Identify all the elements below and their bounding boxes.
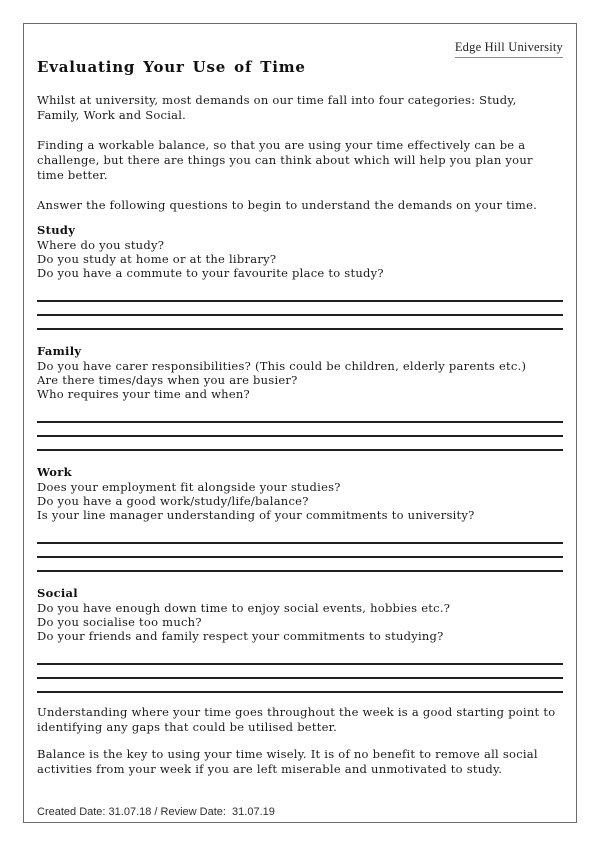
question: Do your friends and family respect your commitments to studying?	[37, 629, 444, 643]
answer-line	[37, 530, 563, 544]
answer-line	[37, 679, 563, 693]
question: Do you have carer responsibilities? (This could be children, elderly parents etc.)	[37, 359, 527, 373]
answer-line	[37, 409, 563, 423]
document-dates-footer: Created Date: 31.07.18 / Review Date: 31.07.19	[37, 806, 275, 818]
question: Does your employment fit alongside your studies?	[37, 480, 341, 494]
answer-lines	[37, 651, 563, 693]
section-social	[37, 586, 563, 693]
section-work	[37, 465, 563, 572]
section-family	[37, 344, 563, 451]
logo-row	[37, 36, 563, 53]
intro-paragraph-1: Whilst at university, most demands on our time fall into four categories: Study, Family, Work and Social.	[37, 93, 517, 122]
intro-paragraph-3: Answer the following questions to begin to understand the demands on your time.	[37, 198, 538, 212]
question: Is your line manager understanding of your commitments to university?	[37, 508, 475, 522]
question: Where do you study?	[37, 238, 165, 252]
answer-line	[37, 665, 563, 679]
worksheet-page	[23, 23, 577, 823]
university-logo: Edge Hill University	[455, 40, 563, 58]
section-heading-family: Family	[37, 344, 82, 358]
question: Are there times/days when you are busier?	[37, 373, 298, 387]
question: Who requires your time and when?	[37, 387, 250, 401]
answer-lines	[37, 288, 563, 330]
answer-lines	[37, 409, 563, 451]
answer-line	[37, 423, 563, 437]
answer-line	[37, 558, 563, 572]
answer-line	[37, 651, 563, 665]
answer-line	[37, 302, 563, 316]
outro-paragraph-1: Understanding where your time goes throughout the week is a good starting point to identifying any gaps that could be utilised better.	[37, 705, 556, 734]
question: Do you have a good work/study/life/balance?	[37, 494, 309, 508]
answer-line	[37, 544, 563, 558]
question: Do you study at home or at the library?	[37, 252, 277, 266]
outro-paragraph-2: Balance is the key to using your time wisely. It is of no benefit to remove all social activities from your week if you are left miserable and unmotivated to study.	[37, 747, 538, 776]
section-heading-study: Study	[37, 223, 76, 237]
answer-line	[37, 288, 563, 302]
section-heading-work: Work	[37, 465, 72, 479]
question: Do you socialise too much?	[37, 615, 202, 629]
intro-paragraph-2: Finding a workable balance, so that you are using your time effectively can be a challenge, but there are things you can think about which will help you plan your time better.	[37, 138, 533, 182]
answer-line	[37, 316, 563, 330]
answer-line	[37, 437, 563, 451]
question: Do you have a commute to your favourite place to study?	[37, 266, 384, 280]
section-study	[37, 223, 563, 330]
answer-lines	[37, 530, 563, 572]
page-title: Evaluating Your Use of Time	[37, 58, 306, 76]
question: Do you have enough down time to enjoy social events, hobbies etc.?	[37, 601, 451, 615]
section-heading-social: Social	[37, 586, 78, 600]
